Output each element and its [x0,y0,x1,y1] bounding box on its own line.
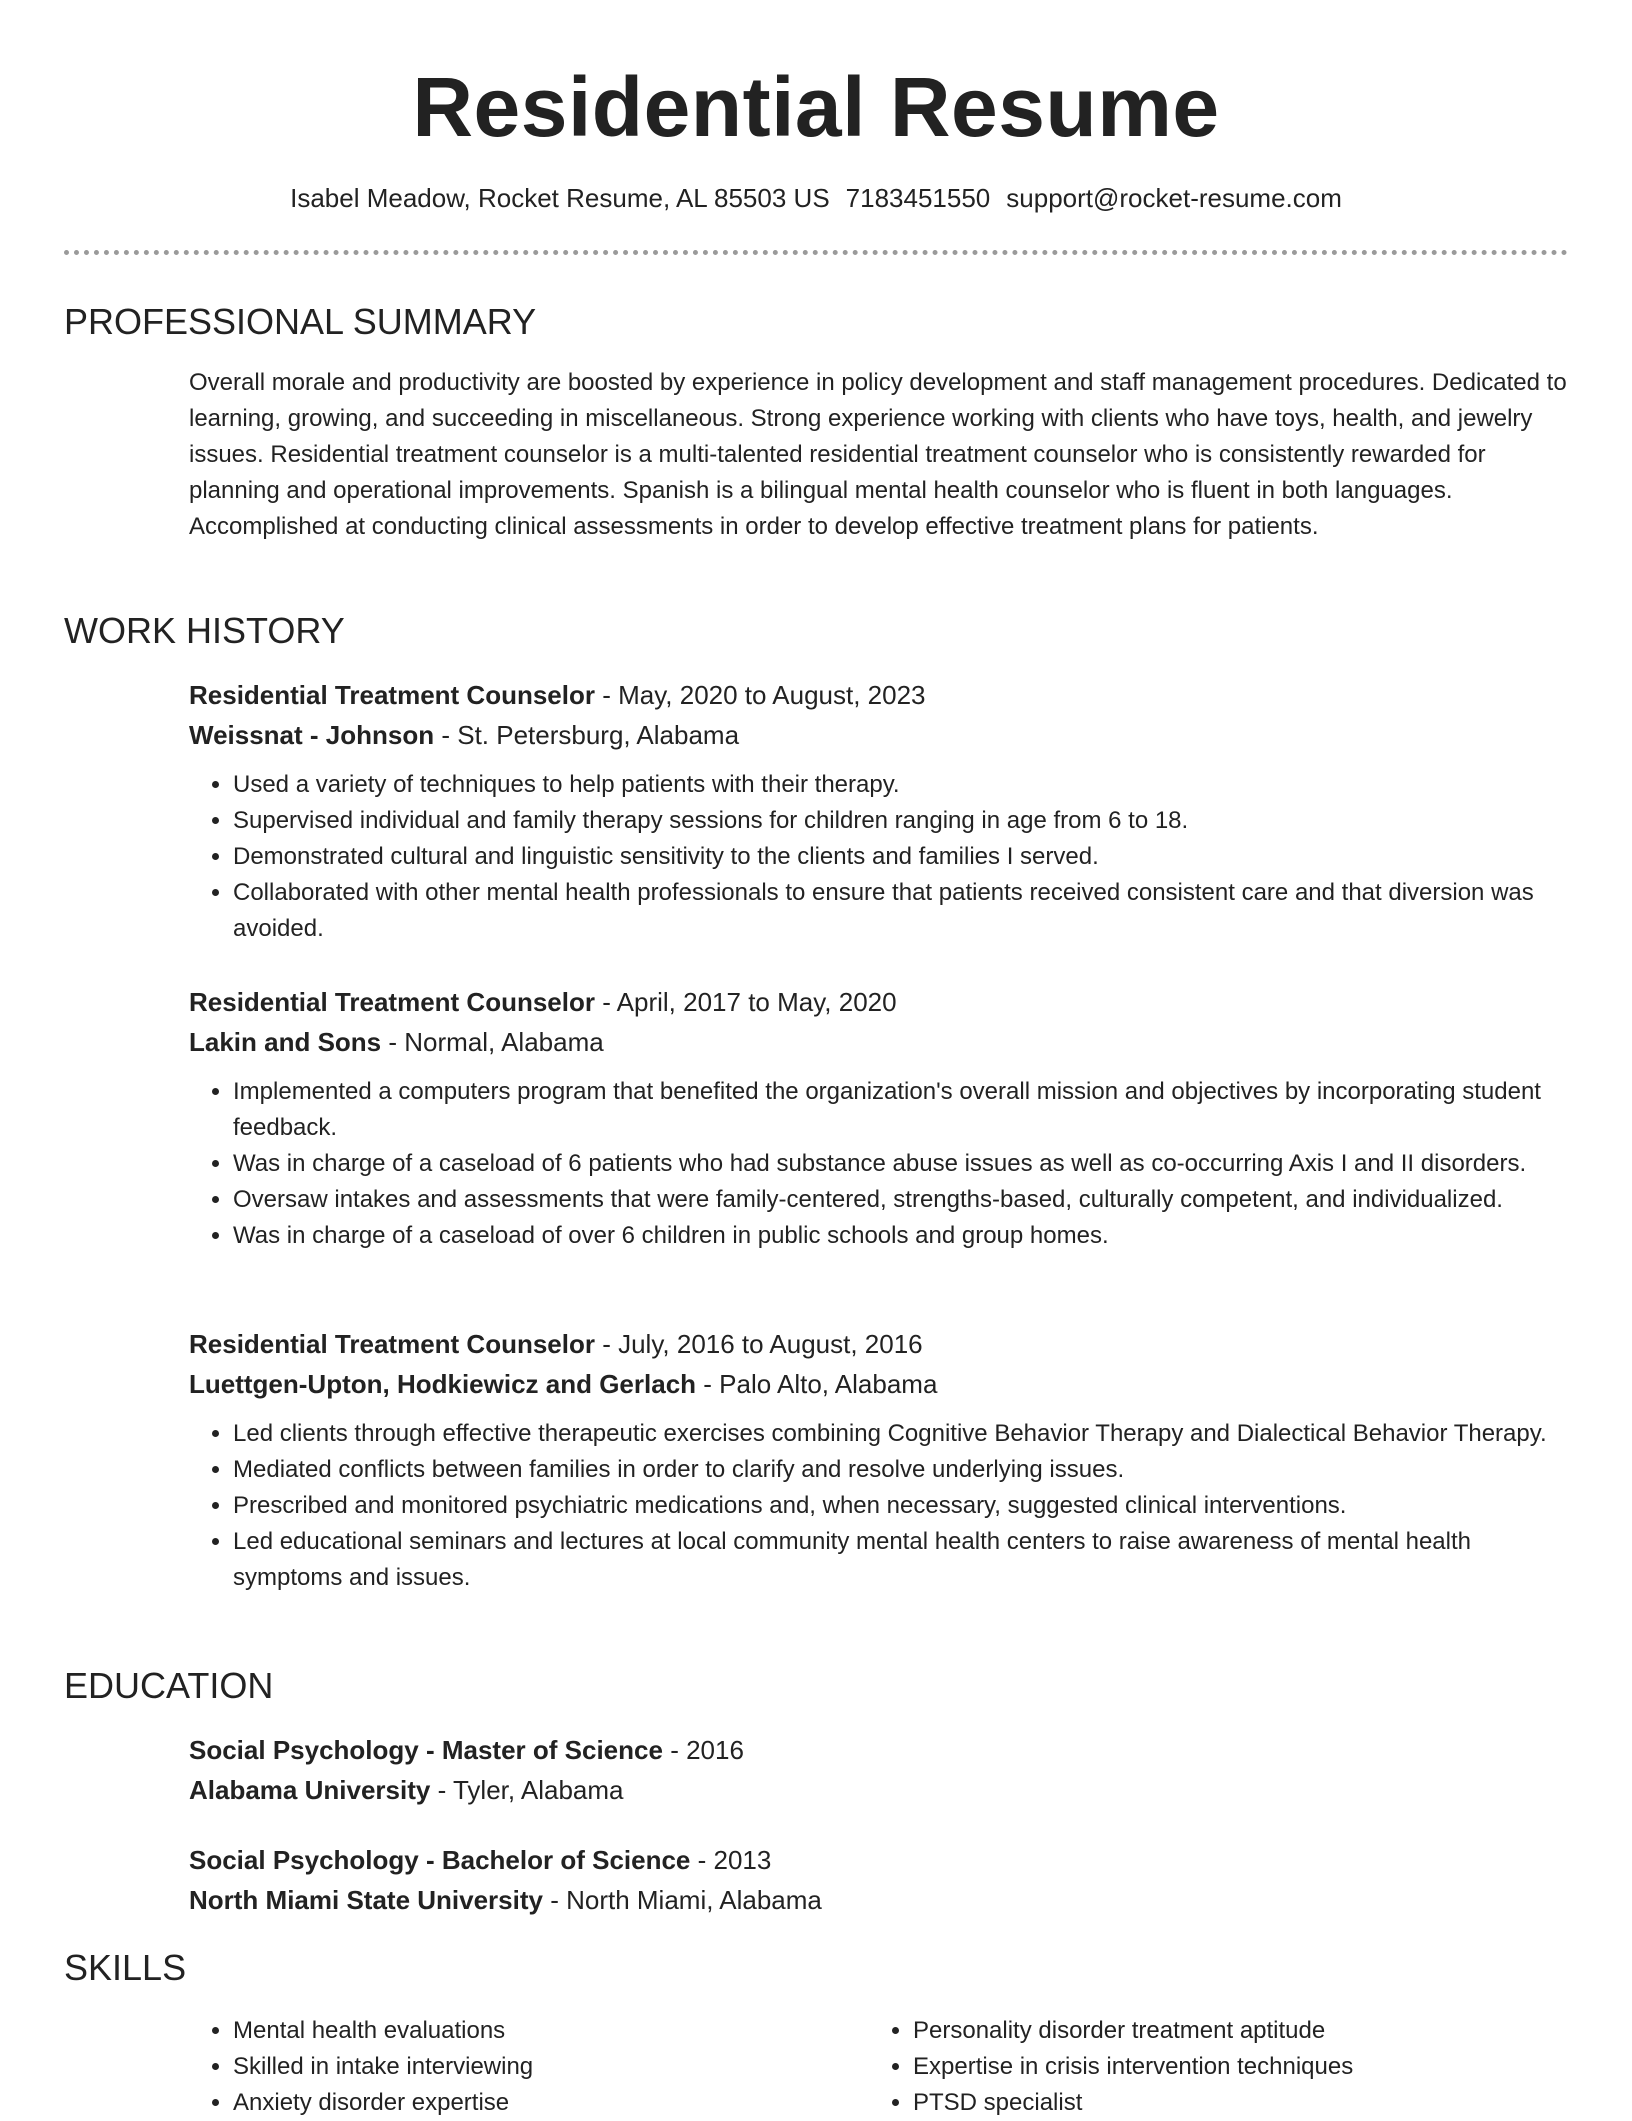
education-degree-line [189,1730,1568,1770]
work-history-heading: WORK HISTORY [64,610,345,651]
job-title: Residential Treatment Counselor [189,680,595,710]
education-entry [189,1730,1568,1810]
skill-item: • Expertise in crisis intervention techniques [913,2049,1549,2085]
job-bullet: • Implemented a computers program that benefited the organization's overall mission and objectives by incorporating student feedback. [233,1074,1568,1146]
skill-item: • Personality disorder treatment aptitude [913,2013,1549,2049]
skills-heading: SKILLS [64,1947,187,1988]
job-bullet: • Used a variety of techniques to help patients with their therapy. [233,767,1568,803]
job-entry [189,675,1568,947]
header-divider [64,250,1568,255]
education-school: North Miami State University [189,1885,543,1915]
education-year: - 2016 [670,1735,744,1765]
education-year: - 2013 [697,1845,772,1875]
education-school-line [189,1770,1568,1810]
job-title: Residential Treatment Counselor [189,1329,595,1359]
job-bullets [189,767,1568,947]
job-bullet: • Oversaw intakes and assessments that were family-centered, strengths-based, culturally competent, and individualized. [233,1182,1568,1218]
job-title-line [189,982,1568,1022]
job-bullet: • Collaborated with other mental health professionals to ensure that patients received consistent care and that diversion was avoided. [233,875,1568,947]
contact-line [0,180,1632,216]
education-heading: EDUCATION [64,1665,274,1706]
education-location: - North Miami, Alabama [550,1885,822,1915]
skill-item: • Mental health evaluations [233,2013,869,2049]
job-title: Residential Treatment Counselor [189,987,595,1017]
job-bullet: • Mediated conflicts between families in order to clarify and resolve underlying issues. [233,1452,1568,1488]
job-location: - St. Petersburg, Alabama [441,720,740,750]
job-bullet: • Was in charge of a caseload of 6 patients who had substance abuse issues as well as co-occurring Axis I and II disorders. [233,1146,1568,1182]
education-degree: Social Psychology - Bachelor of Science [189,1845,691,1875]
education-degree-line [189,1840,1568,1880]
skills-column-left [189,2013,869,2121]
job-company: Luettgen-Upton, Hodkiewicz and Gerlach [189,1369,697,1399]
job-title-line [189,675,1568,715]
job-bullet: • Supervised individual and family therapy sessions for children ranging in age from 6 to 18. [233,803,1568,839]
contact-phone: 7183451550 [845,183,991,213]
education-school: Alabama University [189,1775,431,1805]
job-company: Weissnat - Johnson [189,720,435,750]
job-title-line [189,1324,1568,1364]
job-entry [189,982,1568,1254]
education-school-line [189,1880,1568,1920]
job-bullets [189,1416,1568,1596]
job-dates: - July, 2016 to August, 2016 [602,1329,923,1359]
skills-list [189,2013,1568,2121]
summary-text: Overall morale and productivity are boosted by experience in policy development and staff management procedures. Dedicated to learning, growing, and succeeding in miscellaneous. Strong experience working with clients who have toys, health, and jewelry issues. Residential treatment counselor is a multi-talented residential treatment counselor who is consistently rewarded for planning and operational improvements. Spanish is a bilingual mental health counselor who is fluent in both languages. Accomplished at conducting clinical assessments in order to develop effective treatment plans for patients. [189,369,1567,540]
skill-item: • Anxiety disorder expertise [233,2085,869,2121]
job-dates: - April, 2017 to May, 2020 [602,987,897,1017]
job-company: Lakin and Sons [189,1027,382,1057]
contact-email: support@rocket-resume.com [1006,183,1342,213]
job-bullet: • Led educational seminars and lectures at local community mental health centers to raise awareness of mental health symptoms and issues. [233,1524,1568,1596]
job-company-line [189,1364,1568,1404]
skill-item: • Skilled in intake interviewing [233,2049,869,2085]
job-bullet: • Led clients through effective therapeutic exercises combining Cognitive Behavior Therapy and Dialectical Behavior Therapy. [233,1416,1568,1452]
job-company-line [189,1022,1568,1062]
education-location: - Tyler, Alabama [437,1775,624,1805]
job-dates: - May, 2020 to August, 2023 [602,680,926,710]
job-location: - Normal, Alabama [388,1027,604,1057]
summary-heading: PROFESSIONAL SUMMARY [64,301,537,342]
contact-address: Isabel Meadow, Rocket Resume, AL 85503 US [290,183,830,213]
job-entry [189,1324,1568,1596]
summary-section [189,365,1568,545]
education-degree: Social Psychology - Master of Science [189,1735,663,1765]
job-bullet: • Was in charge of a caseload of over 6 children in public schools and group homes. [233,1218,1568,1254]
job-company-line [189,715,1568,755]
job-bullets [189,1074,1568,1254]
resume-title: Residential Resume [412,60,1220,154]
skills-column-right [869,2013,1549,2121]
job-location: - Palo Alto, Alabama [703,1369,938,1399]
job-bullet: • Demonstrated cultural and linguistic sensitivity to the clients and families I served. [233,839,1568,875]
education-entry [189,1840,1568,1920]
job-bullet: • Prescribed and monitored psychiatric medications and, when necessary, suggested clinical interventions. [233,1488,1568,1524]
skill-item: • PTSD specialist [913,2085,1549,2121]
